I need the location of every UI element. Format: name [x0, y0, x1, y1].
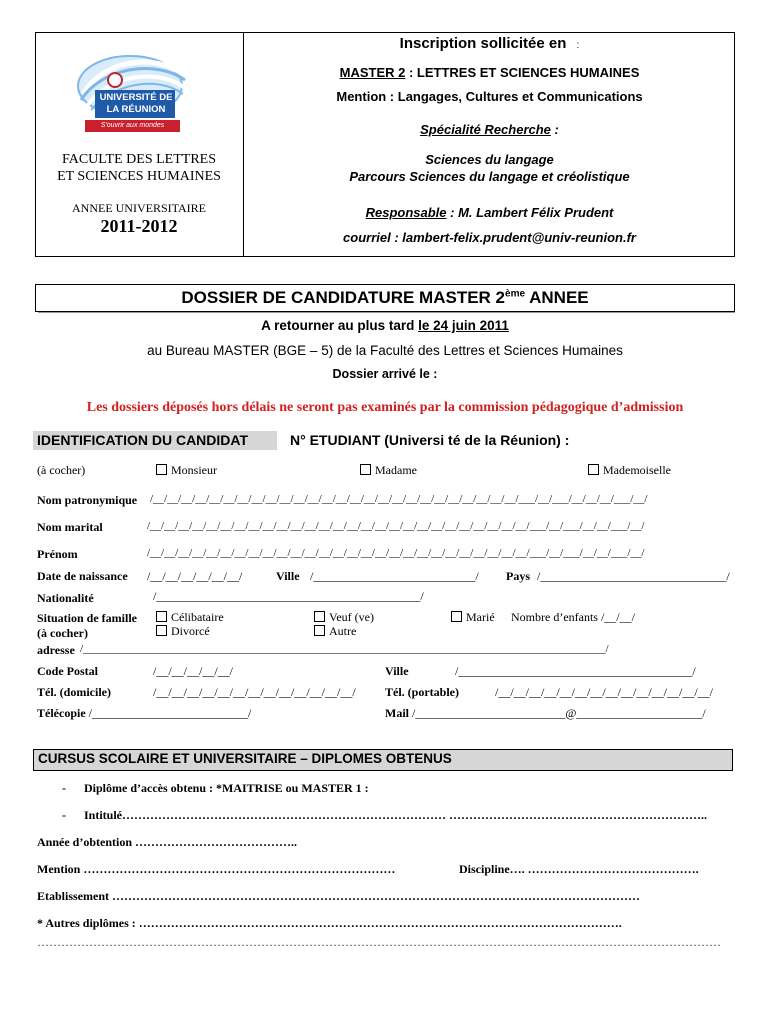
cursus-heading: CURSUS SCOLAIRE ET UNIVERSITAIRE – DIPLOMES OBTENUS: [38, 751, 452, 766]
adresse-label: adresse: [37, 643, 75, 657]
civilite-monsieur[interactable]: Monsieur: [156, 463, 217, 478]
tel-domicile-field[interactable]: /__/__/__/__/__/__/__/__/__/__/__/__/__/: [153, 685, 356, 699]
mail-field[interactable]: /_________________________@_____________________/: [412, 706, 706, 720]
annee-label: ANNEE UNIVERSITAIRE: [71, 201, 207, 215]
annee-value: 2011-2012: [100, 216, 178, 236]
discipline-field[interactable]: Discipline…. …………………………………….: [459, 862, 699, 876]
master-line: MASTER 2 : LETTRES ET SCIENCES HUMAINES: [339, 65, 640, 80]
pays-label: Pays: [506, 569, 530, 583]
intitule-bullet: -: [62, 808, 66, 822]
diplome-acces: Diplôme d’accès obtenu : *MAITRISE ou MASTER 1 :: [84, 781, 369, 795]
nationalite-label: Nationalité: [37, 591, 94, 605]
ville-field[interactable]: /_______________________________________/: [455, 664, 696, 678]
telecopie-label: Télécopie /__________________________/: [37, 706, 252, 720]
pays-field[interactable]: /_______________________________/: [537, 569, 730, 583]
nom-patronymique-label: Nom patronymique: [37, 493, 138, 507]
situation-label: Situation de famille (à cocher): [37, 611, 138, 640]
date-naissance-label: Date de naissance: [37, 569, 128, 583]
courriel-line: courriel : lambert-felix.prudent@univ-reunion.fr: [343, 230, 636, 245]
mail-label: Mail /_________________________@_____________________/: [385, 706, 706, 720]
adresse-field[interactable]: /_______________________________________________________________________________________________/: [80, 643, 609, 655]
logo-tagline: S'ouvrir aux mondes: [100, 122, 165, 129]
identification-heading: IDENTIFICATION DU CANDIDAT: [37, 432, 249, 448]
inscription-title: Inscription sollicitée en :: [399, 35, 580, 52]
logo-line2: LA RÉUNION: [106, 104, 166, 115]
university-logo: [75, 48, 190, 136]
etablissement-field[interactable]: Etablissement ……………………………………………………………………………………………………………………: [37, 889, 640, 903]
nombre-enfants[interactable]: Nombre d’enfants /__/__/: [511, 610, 635, 624]
dossier-arrive: Dossier arrivé le :: [332, 367, 438, 381]
responsable-line: Responsable : M. Lambert Félix Prudent: [365, 205, 614, 220]
civilite-mademoiselle[interactable]: Mademoiselle: [588, 463, 671, 478]
mademoiselle-checkbox[interactable]: [588, 464, 599, 475]
nom-marital-field[interactable]: /__/__/__/__/__/__/__/__/__/__/__/__/__/__/__/__/__/__/__/__/__/__/__/__/__/__/__/___/__/___/__/__/___/__/: [147, 520, 645, 532]
intitule-field[interactable]: Intitulé……………………………………………………………………… ………………………………………………………..: [84, 808, 708, 822]
retour-line: A retourner au plus tard le 24 juin 2011: [261, 318, 509, 333]
veuf-checkbox[interactable]: [314, 611, 325, 622]
tel-portable-field[interactable]: /__/__/__/__/__/__/__/__/__/__/__/__/__/__/: [495, 685, 714, 699]
a-cocher-label: (à cocher): [37, 463, 86, 477]
civilite-madame[interactable]: Madame: [360, 463, 417, 478]
monsieur-checkbox[interactable]: [156, 464, 167, 475]
annee-obtention-field[interactable]: Année d’obtention …………………………………..: [37, 835, 298, 849]
nom-patronymique-field[interactable]: /__/__/__/__/__/__/__/__/__/__/__/__/__/__/__/__/__/__/__/__/__/__/__/__/__/__/___/__/___/__/__/__/___/__/: [150, 493, 648, 505]
parcours-line: Parcours Sciences du langage et créolistique: [349, 169, 630, 184]
code-postal-field[interactable]: /__/__/__/__/__/: [153, 664, 234, 678]
dossier-title: DOSSIER DE CANDIDATURE MASTER 2ème ANNEE: [181, 288, 589, 307]
autres-diplomes-field[interactable]: * Autres diplômes : ………………………………………………………………………………………………………….: [37, 916, 622, 930]
code-postal-label: Code Postal: [37, 664, 98, 678]
mention-field[interactable]: Mention ……………………………………………………………………: [37, 862, 396, 876]
faculte-name: [35, 151, 243, 185]
situation-divorce[interactable]: Divorcé: [156, 624, 210, 639]
prenom-label: Prénom: [37, 547, 78, 561]
late-warning: Les dossiers déposés hors délais ne seront pas examinés par la commission pédagogique d’admission: [86, 400, 684, 415]
situation-veuf[interactable]: Veuf (ve): [314, 610, 374, 625]
telecopie-field[interactable]: /__________________________/: [88, 706, 252, 720]
faculte-line1: FACULTE DES LETTRES: [61, 152, 216, 167]
specialite-line: Spécialité Recherche :: [420, 122, 559, 137]
prenom-field[interactable]: /__/__/__/__/__/__/__/__/__/__/__/__/__/__/__/__/__/__/__/__/__/__/__/__/__/__/__/___/__/___/__/__/___/__/: [147, 547, 645, 559]
marie-checkbox[interactable]: [451, 611, 462, 622]
numero-etudiant: N° ETUDIANT (Universi té de la Réunion) :: [290, 432, 570, 448]
nom-marital-label: Nom marital: [37, 520, 103, 534]
madame-checkbox[interactable]: [360, 464, 371, 475]
logo-line1: UNIVERSITÉ DE: [99, 92, 173, 103]
date-naissance-field[interactable]: /__/__/__/__/__/__/: [147, 569, 243, 583]
situation-celibataire[interactable]: Célibataire: [156, 610, 224, 625]
sciences-line: Sciences du langage: [425, 152, 554, 167]
mention-line: Mention : Langages, Cultures et Communications: [336, 89, 643, 104]
celibataire-checkbox[interactable]: [156, 611, 167, 622]
autre-checkbox[interactable]: [314, 625, 325, 636]
diplome-bullet: -: [62, 781, 66, 795]
tel-portable-label: Tél. (portable): [385, 685, 459, 699]
situation-marie[interactable]: Marié: [451, 610, 495, 625]
autres-diplomes-continuation[interactable]: ………………………………………………………………………………………………………………………………………………………: [37, 935, 721, 949]
tel-domicile-label: Tél. (domicile): [37, 685, 111, 699]
divorce-checkbox[interactable]: [156, 625, 167, 636]
nationalite-field[interactable]: /____________________________________________/: [153, 589, 424, 603]
ville-label: Ville: [385, 664, 409, 678]
ville-naissance-label: Ville: [276, 569, 300, 583]
faculte-line2: ET SCIENCES HUMAINES: [57, 169, 221, 184]
bureau-line: au Bureau MASTER (BGE – 5) de la Faculté des Lettres et Sciences Humaines: [147, 343, 623, 358]
ville-naissance-field[interactable]: /___________________________/: [310, 569, 479, 583]
situation-autre[interactable]: Autre: [314, 624, 356, 639]
